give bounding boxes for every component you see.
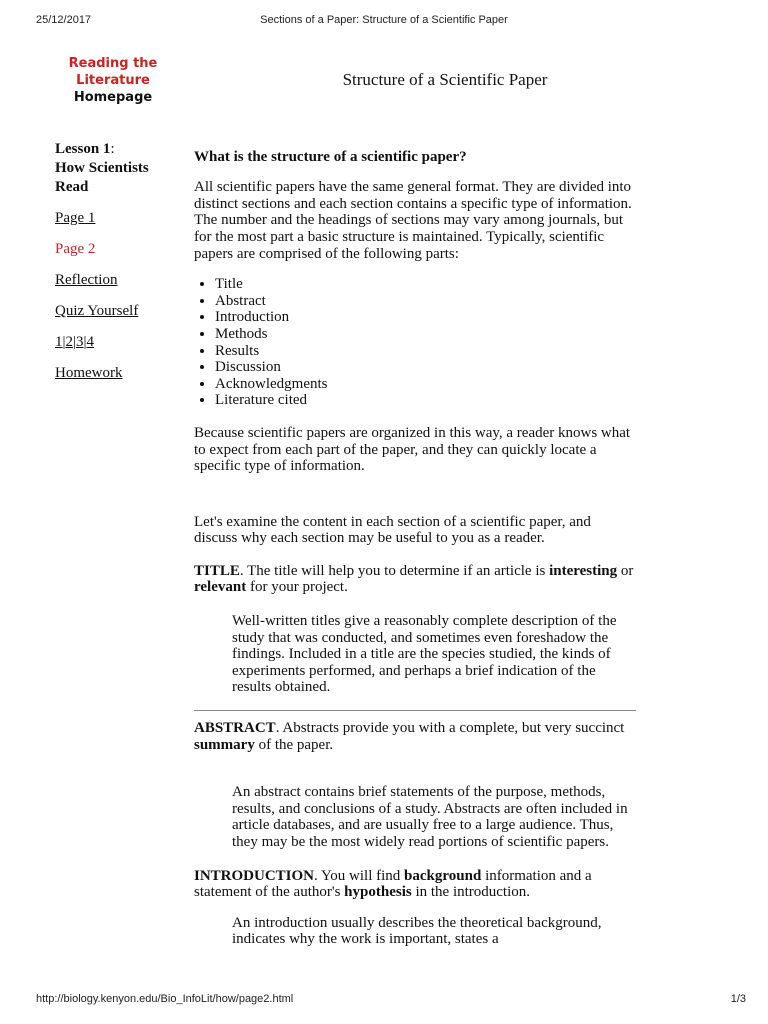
section-divider (194, 710, 636, 711)
list-item: • Title (215, 276, 636, 293)
lesson-heading (55, 140, 175, 197)
list-item: • Methods (215, 326, 636, 343)
nav-link-page1[interactable]: Page 1 (55, 210, 96, 226)
examine-paragraph: Let's examine the content in each section of a scientific paper, and discuss why each section may be useful to you as a reader. (194, 513, 591, 547)
quiz-page-link-4[interactable]: 4 (86, 334, 95, 350)
logo-line-3: Homepage (73, 90, 153, 105)
list-item: • Discussion (215, 359, 636, 376)
logo-line-2: Literature (76, 73, 150, 88)
main-content (194, 72, 636, 948)
reading-literature-logo[interactable] (63, 55, 163, 106)
nav-current-page2: Page 2 (55, 241, 96, 257)
abstract-heading: ABSTRACT (194, 720, 276, 737)
title-description: Well-written titles give a reasonably complete description of the study that was conducted, and sometimes even foreshadow the findings. Included in a title are the species studied, the kinds of experiments performed, and perhaps a brief indication of the results obtained. (232, 613, 617, 696)
sidebar (55, 55, 175, 383)
introduction-description: An introduction usually describes the theoretical background, indicates why the work is important, states a (232, 914, 602, 948)
list-item: • Introduction (215, 309, 636, 326)
list-item: • Results (215, 343, 636, 360)
lesson-title-line1: How Scientists (55, 160, 149, 176)
bold-term: interesting (549, 562, 618, 579)
abstract-section-summary (194, 720, 636, 753)
lesson-title-line2: Read (55, 179, 89, 195)
page-title: Structure of a Scientific Paper (342, 70, 548, 89)
list-item: • Abstract (215, 293, 636, 310)
list-item: • Literature cited (215, 392, 636, 409)
list-item: • Acknowledgments (215, 376, 636, 393)
text-fragment: information and a statement of the author's (194, 867, 592, 901)
paper-parts-list (194, 276, 636, 409)
quiz-page-link-1[interactable]: 1 (55, 334, 63, 350)
nav-link-homework[interactable]: Homework (55, 365, 123, 381)
title-heading: TITLE (194, 562, 240, 579)
introduction-heading: INTRODUCTION (194, 867, 315, 884)
print-url: http://biology.kenyon.edu/Bio_InfoLit/how/page2.html (36, 993, 294, 1005)
bold-term: summary (194, 736, 255, 753)
lesson-label: Lesson 1 (55, 141, 111, 157)
organized-paragraph: Because scientific papers are organized in this way, a reader knows what to expect from each part of the paper, and they can quickly locate a specific type of information. (194, 424, 631, 475)
text-fragment: in the introduction. (411, 884, 531, 901)
bold-term: background (404, 867, 482, 884)
text-fragment: for your project. (246, 579, 348, 596)
print-page-number: 1/3 (730, 993, 746, 1005)
quiz-page-link-3[interactable]: 3 (76, 334, 84, 350)
quiz-page-link-2[interactable]: 2 (65, 334, 74, 350)
separator: | (83, 334, 87, 350)
question-heading: What is the structure of a scientific paper? (194, 148, 467, 165)
print-title: Sections of a Paper: Structure of a Scientific Paper (260, 14, 508, 26)
intro-paragraph: All scientific papers have the same general format. They are divided into distinct sections and each section contains a specific type of information. The number and the headings of sections may vary among journals, but for the most part a basic structure is maintained. Typically, scientific papers are comprised of the following parts: (194, 179, 632, 262)
text-fragment: or (617, 562, 634, 579)
bold-term: hypothesis (344, 884, 412, 901)
lesson-colon: : (110, 141, 115, 157)
text-fragment: . Abstracts provide you with a complete, but very succinct (275, 720, 625, 737)
text-fragment: . You will find (314, 867, 405, 884)
nav-link-quiz[interactable]: Quiz Yourself (55, 303, 139, 319)
bold-term: relevant (194, 579, 247, 596)
print-date: 25/12/2017 (36, 14, 92, 26)
separator: | (62, 334, 66, 350)
nav-link-reflection[interactable]: Reflection (55, 272, 118, 288)
logo-line-1: Reading the (68, 56, 158, 71)
separator: | (73, 334, 77, 350)
introduction-section-summary (194, 868, 636, 901)
text-fragment: of the paper. (254, 736, 334, 753)
quiz-page-links (55, 333, 175, 352)
text-fragment: . The title will help you to determine if an article is (239, 562, 550, 579)
abstract-description: An abstract contains brief statements of the purpose, methods, results, and conclusions of a study. Abstracts are often included in article databases, and are usually free to a large audience. Thus, they may be the most widely read portions of scientific papers. (232, 784, 628, 850)
title-section-summary (194, 563, 636, 596)
